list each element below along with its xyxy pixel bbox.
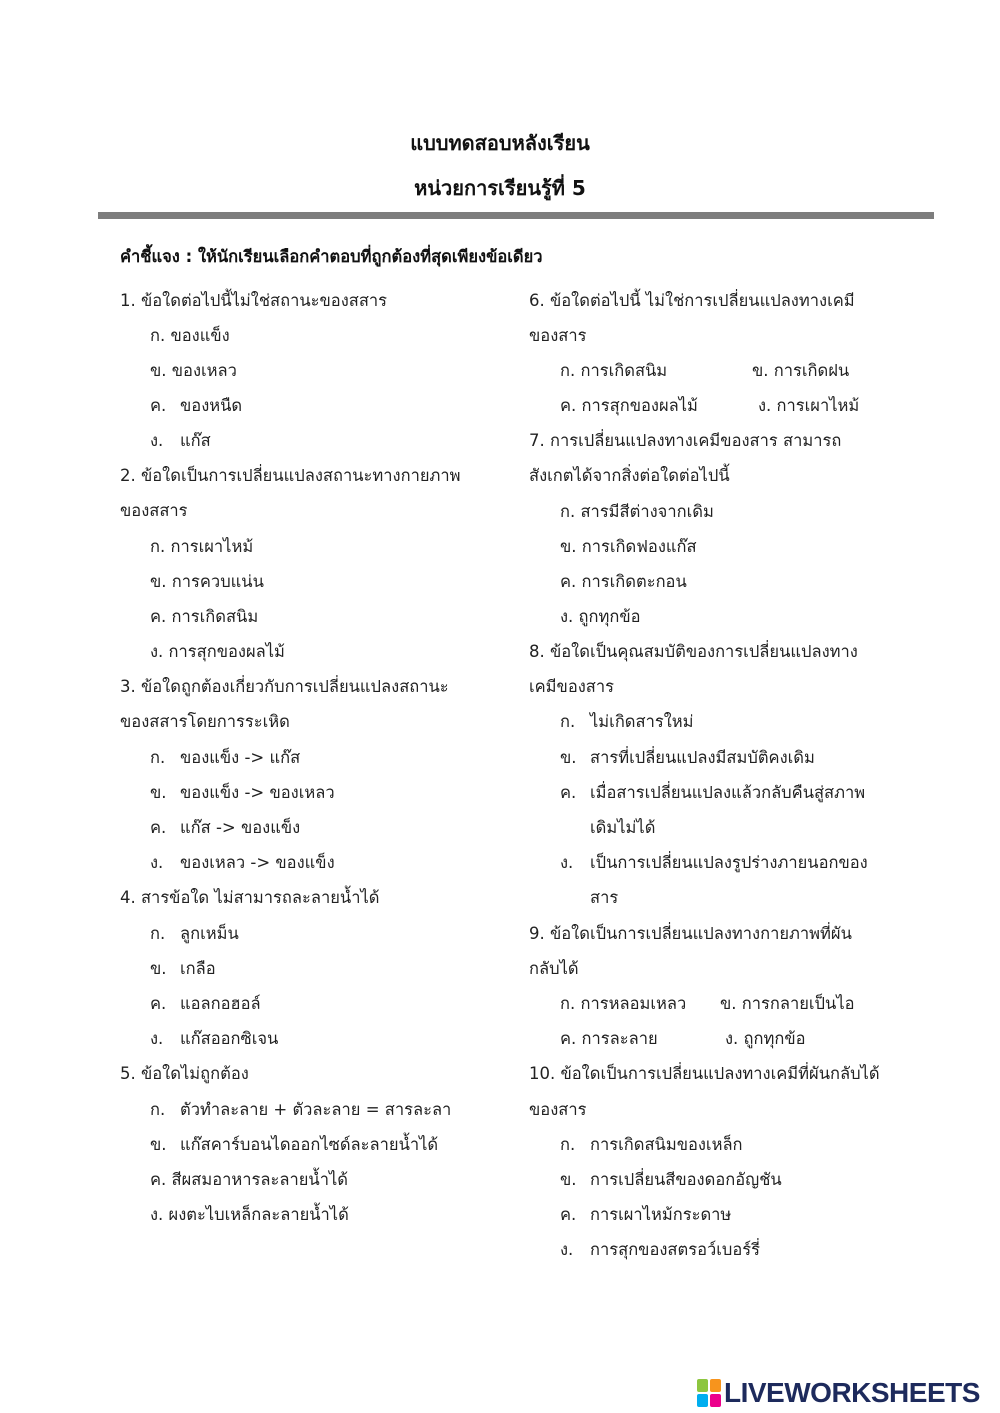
page-title: แบบทดสอบหลังเรียน [410, 131, 590, 155]
q3-option-a [150, 746, 300, 770]
option-text: ไม่เกิดสารใหม่ [590, 712, 694, 731]
option-text: แอลกอฮอล์ [180, 994, 261, 1013]
q5-option-d: ง. ผงตะไบเหล็กละลายน้ำได้ [150, 1205, 349, 1224]
option-text: แก๊ส [180, 431, 211, 450]
question-8: 8. ข้อใดเป็นคุณสมบัติของการเปลี่ยนแปลงทาง [529, 642, 858, 661]
option-text: แก๊ส -> ของแข็ง [180, 818, 301, 837]
question-10: 10. ข้อใดเป็นการเปลี่ยนแปลงทางเคมีที่ผันกลับได้ [529, 1064, 880, 1083]
q8-option-c [560, 781, 865, 805]
q7-option-c: ค. การเกิดตะกอน [560, 572, 687, 591]
option-label: ข. [560, 1170, 577, 1189]
q8-option-d [560, 851, 868, 875]
option-label: ง. [150, 1029, 164, 1048]
question-6-cont: ของสาร [529, 326, 587, 345]
option-text: เกลือ [180, 959, 216, 978]
option-label: ค. [150, 396, 167, 415]
option-label: ค. [560, 783, 577, 802]
q10-option-c [560, 1203, 731, 1227]
question-6: 6. ข้อใดต่อไปนี้ ไม่ใช่การเปลี่ยนแปลงทางเคมี [529, 291, 855, 310]
q5-option-a [150, 1098, 451, 1122]
q2-option-c: ค. การเกิดสนิม [150, 607, 259, 626]
q1-option-c [150, 394, 242, 418]
logo-square-orange [710, 1379, 721, 1392]
q2-option-a: ก. การเผาไหม้ [150, 537, 254, 556]
option-text: การเปลี่ยนสีของดอกอัญชัน [590, 1170, 782, 1189]
question-1: 1. ข้อใดต่อไปนี้ไม่ใช่สถานะของสสาร [120, 291, 388, 310]
liveworksheets-brand[interactable] [697, 1376, 980, 1410]
option-label: ง. [560, 853, 574, 872]
option-label: ก. [150, 748, 166, 767]
question-2: 2. ข้อใดเป็นการเปลี่ยนแปลงสถานะทางกายภาพ [120, 466, 461, 485]
option-text: ลูกเหม็น [180, 924, 239, 943]
option-label: ข. [560, 748, 577, 767]
question-9-cont: กลับได้ [529, 959, 579, 978]
option-text: สารที่เปลี่ยนแปลงมีสมบัติคงเดิม [590, 748, 815, 767]
question-5: 5. ข้อใดไม่ถูกต้อง [120, 1064, 249, 1083]
page-subtitle: หน่วยการเรียนรู้ที่ 5 [414, 176, 586, 200]
q5-option-b [150, 1133, 438, 1157]
option-text: การสุกของสตรอว์เบอร์รี่ [590, 1240, 760, 1259]
q6-option-d: ง. การเผาไหม้ [758, 396, 860, 415]
instructions: คำชี้แจง : ให้นักเรียนเลือกคำตอบที่ถูกต้องที่สุดเพียงข้อเดียว [120, 247, 543, 266]
q8-option-d-cont: สาร [590, 888, 619, 907]
brand-name: LIVEWORKSHEETS [724, 1377, 980, 1408]
question-2-cont: ของสสาร [120, 501, 188, 520]
question-3-cont: ของสสารโดยการระเหิด [120, 712, 290, 731]
option-text: การเผาไหม้กระดาษ [590, 1205, 732, 1224]
q4-option-a [150, 922, 239, 946]
q1-option-d [150, 429, 211, 453]
question-9: 9. ข้อใดเป็นการเปลี่ยนแปลงทางกายภาพที่ผัน [529, 924, 852, 943]
option-label: ค. [150, 994, 167, 1013]
option-label: ข. [150, 783, 167, 802]
option-text: ของหนืด [180, 396, 243, 415]
option-text: ของแข็ง -> ของเหลว [180, 783, 335, 802]
q10-option-b [560, 1168, 782, 1192]
question-3: 3. ข้อใดถูกต้องเกี่ยวกับการเปลี่ยนแปลงสถานะ [120, 677, 449, 696]
q6-option-c: ค. การสุกของผลไม้ [560, 396, 698, 415]
option-label: ก. [150, 924, 166, 943]
option-label: ข. [150, 959, 167, 978]
q6-option-a: ก. การเกิดสนิม [560, 361, 668, 380]
question-4: 4. สารข้อใด ไม่สามารถละลายน้ำได้ [120, 888, 380, 907]
header-divider [98, 212, 934, 219]
question-7-cont: สังเกตได้จากสิ่งต่อใดต่อไปนี้ [529, 466, 730, 485]
option-label: ก. [150, 1100, 166, 1119]
q4-option-b [150, 957, 216, 981]
option-text: แก๊สคาร์บอนไดออกไซด์ละลายน้ำได้ [180, 1135, 439, 1154]
q8-option-c-cont: เดิมไม่ได้ [590, 818, 656, 837]
q8-option-a [560, 710, 694, 734]
option-label: ง. [560, 1240, 574, 1259]
option-text: ของเหลว -> ของแข็ง [180, 853, 335, 872]
q4-option-d [150, 1027, 278, 1051]
option-label: ก. [560, 1135, 576, 1154]
q10-option-d [560, 1238, 760, 1262]
q10-option-a [560, 1133, 743, 1157]
q2-option-b: ข. การควบแน่น [150, 572, 264, 591]
option-text: เป็นการเปลี่ยนแปลงรูปร่างภายนอกของ [590, 853, 868, 872]
q9-option-d: ง. ถูกทุกข้อ [725, 1029, 806, 1048]
q2-option-d: ง. การสุกของผลไม้ [150, 642, 285, 661]
q3-option-d [150, 851, 335, 875]
q5-option-c: ค. สีผสมอาหารละลายน้ำได้ [150, 1170, 348, 1189]
question-10-cont: ของสาร [529, 1100, 587, 1119]
option-label: ก. [560, 712, 576, 731]
logo-square-pink [710, 1394, 721, 1407]
q3-option-c [150, 816, 300, 840]
q1-option-b: ข. ของเหลว [150, 361, 237, 380]
q9-option-b: ข. การกลายเป็นไอ [720, 994, 855, 1013]
liveworksheets-logo-icon [697, 1379, 721, 1407]
option-label: ง. [150, 853, 164, 872]
question-8-cont: เคมีของสาร [529, 677, 614, 696]
q7-option-b: ข. การเกิดฟองแก๊ส [560, 537, 697, 556]
option-label: ง. [150, 431, 164, 450]
q8-option-b [560, 746, 815, 770]
option-label: ค. [150, 818, 167, 837]
option-label: ข. [150, 1135, 167, 1154]
logo-square-blue [697, 1394, 708, 1407]
q9-option-c: ค. การละลาย [560, 1029, 658, 1048]
option-label: ค. [560, 1205, 577, 1224]
q9-option-a: ก. การหลอมเหลว [560, 994, 687, 1013]
option-text: ตัวทำละลาย + ตัวละลาย = สารละลา [180, 1100, 452, 1119]
q7-option-a: ก. สารมีสีต่างจากเดิม [560, 502, 714, 521]
option-text: แก๊สออกซิเจน [180, 1029, 279, 1048]
option-text: ของแข็ง -> แก๊ส [180, 748, 301, 767]
q3-option-b [150, 781, 335, 805]
q1-option-a: ก. ของแข็ง [150, 326, 230, 345]
logo-square-green [697, 1379, 708, 1392]
q4-option-c [150, 992, 261, 1016]
q7-option-d: ง. ถูกทุกข้อ [560, 607, 641, 626]
option-text: เมื่อสารเปลี่ยนแปลงแล้วกลับคืนสู่สภาพ [590, 783, 866, 802]
question-7: 7. การเปลี่ยนแปลงทางเคมีของสาร สามารถ [529, 431, 842, 450]
option-text: การเกิดสนิมของเหล็ก [590, 1135, 743, 1154]
q6-option-b: ข. การเกิดฝน [752, 361, 850, 380]
